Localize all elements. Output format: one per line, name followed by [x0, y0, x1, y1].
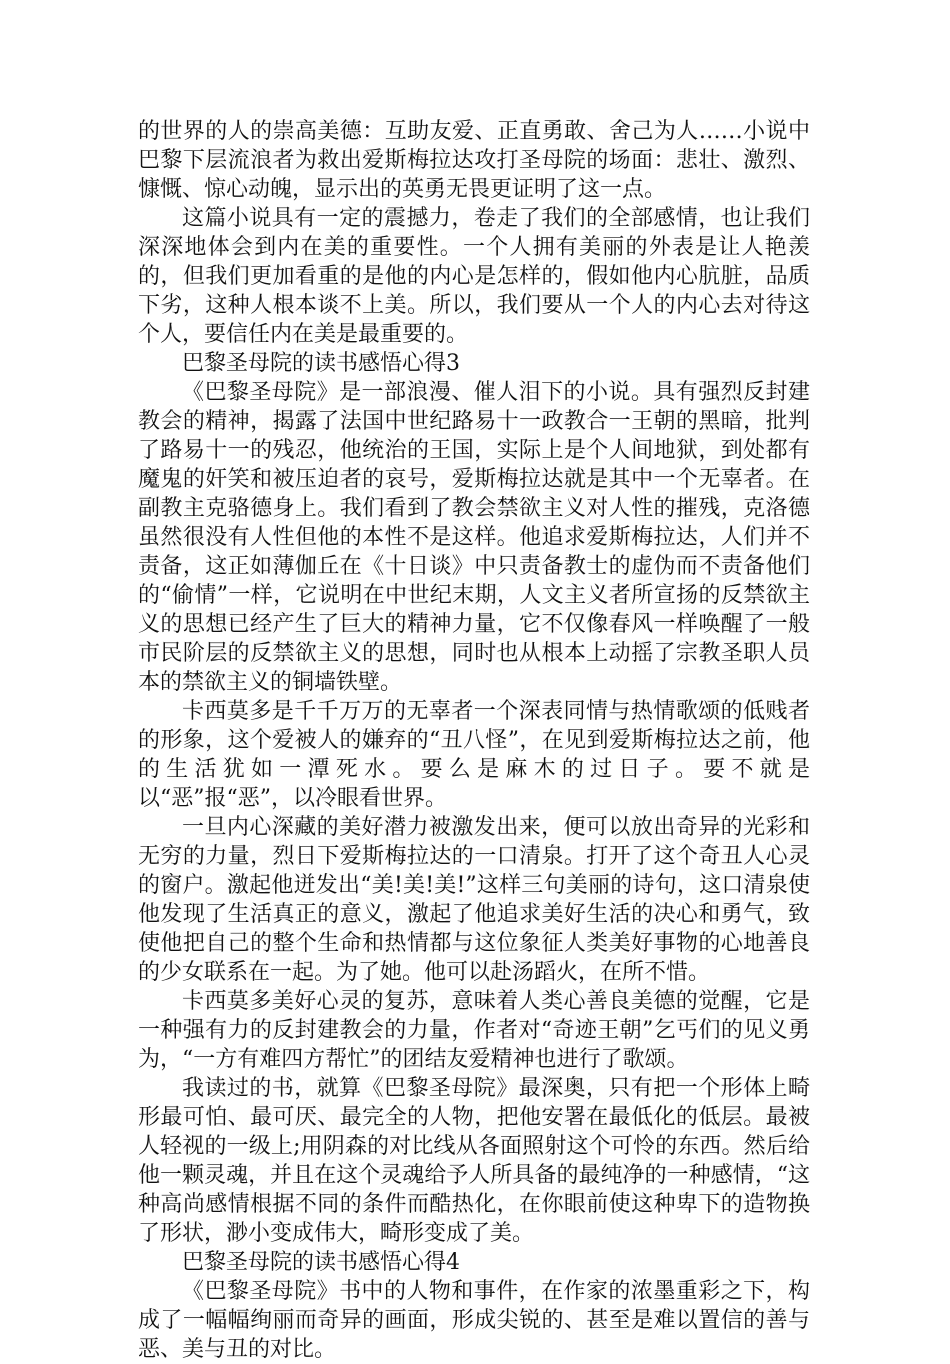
document-body	[138, 117, 810, 1364]
paragraph: 《巴黎圣母院》是一部浪漫、催人泪下的小说。具有强烈反封建教会的精神，揭露了法国中世纪路易十一政教合一王朝的黑暗，批判了路易十一的残忍，他统治的王国，实际上是个人间地狱，到处都有魔鬼的奸笑和被压迫者的哀号，爱斯梅拉达就是其中一个无辜者。在副教主克骆德身上。我们看到了教会禁欲主义对人性的摧残，克洛德虽然很没有人性但他的本性不是这样。他追求爱斯梅拉达，人们并不责备，这正如薄伽丘在《十日谈》中只责备教士的虚伪而不责备他们的“偷情”一样，它说明在中世纪末期，人文主义者所宣扬的反禁欲主义的思想已经产生了巨大的精神力量，它不仅像春风一样唤醒了一般市民阶层的反禁欲主义的思想，同时也从根本上动摇了宗教圣职人员本的禁欲主义的铜墙铁壁。	[138, 380, 810, 695]
paragraph: 这篇小说具有一定的震撼力，卷走了我们的全部感情，也让我们深深地体会到内在美的重要性。一个人拥有美丽的外表是让人艳羡的，但我们更加看重的是他的内心是怎样的，假如他内心肮脏，品质下劣，这种人根本谈不上美。所以，我们要从一个人的内心去对待这个人，要信任内在美是最重要的。	[138, 206, 810, 347]
paragraph: 卡西莫多美好心灵的复苏，意味着人类心善良美德的觉醒，它是一种强有力的反封建教会的力量，作者对“奇迹王朝”乞丐们的见义勇为，“一方有难四方帮忙”的团结友爱精神也进行了歌颂。	[138, 989, 810, 1072]
paragraph: 一旦内心深藏的美好潜力被激发出来，便可以放出奇异的光彩和无穷的力量，烈日下爱斯梅拉达的一口清泉。打开了这个奇丑人心灵的窗户。激起他迸发出“美!美!美!”这样三句美丽的诗句，这口清泉使他发现了生活真正的意义，激起了他追求美好生活的决心和勇气，致使他把自己的整个生命和热情都与这位象征人类美好事物的心地善良的少女联系在一起。为了她。他可以赴汤蹈火，在所不惜。	[138, 815, 810, 985]
paragraph: 《巴黎圣母院》书中的人物和事件，在作家的浓墨重彩之下，构成了一幅幅绚丽而奇异的画面，形成尖锐的、甚至是难以置信的善与恶、美与丑的对比。	[138, 1279, 810, 1362]
section-heading-4: 巴黎圣母院的读书感悟心得4	[182, 1250, 460, 1275]
paragraph: 卡西莫多是千千万万的无辜者一个深表同情与热情歌颂的低贱者的形象，这个爱被人的嫌弃的“丑八怪”，在见到爱斯梅拉达之前，他的生活犹如一潭死水。要么是麻木的过日子。要不就是以“恶”报“恶”，以冷眼看世界。	[138, 699, 810, 811]
paragraph-continuation: 的世界的人的崇高美德：互助友爱、正直勇敢、舍己为人……小说中巴黎下层流浪者为救出爱斯梅拉达攻打圣母院的场面：悲壮、激烈、慷慨、惊心动魄，显示出的英勇无畏更证明了这一点。	[138, 119, 810, 202]
section-heading-3: 巴黎圣母院的读书感悟心得3	[182, 351, 460, 376]
paragraph: 我读过的书，就算《巴黎圣母院》最深奥，只有把一个形体上畸形最可怕、最可厌、最完全的人物，把他安署在最低化的低层。最被人轻视的一级上;用阴森的对比线从各面照射这个可怜的东西。然后给他一颗灵魂，并且在这个灵魂给予人所具备的最纯净的一种感情，“这种高尚感情根据不同的条件而酷热化，在你眼前使这种卑下的造物换了形状，渺小变成伟大，畸形变成了美。	[138, 1076, 810, 1246]
